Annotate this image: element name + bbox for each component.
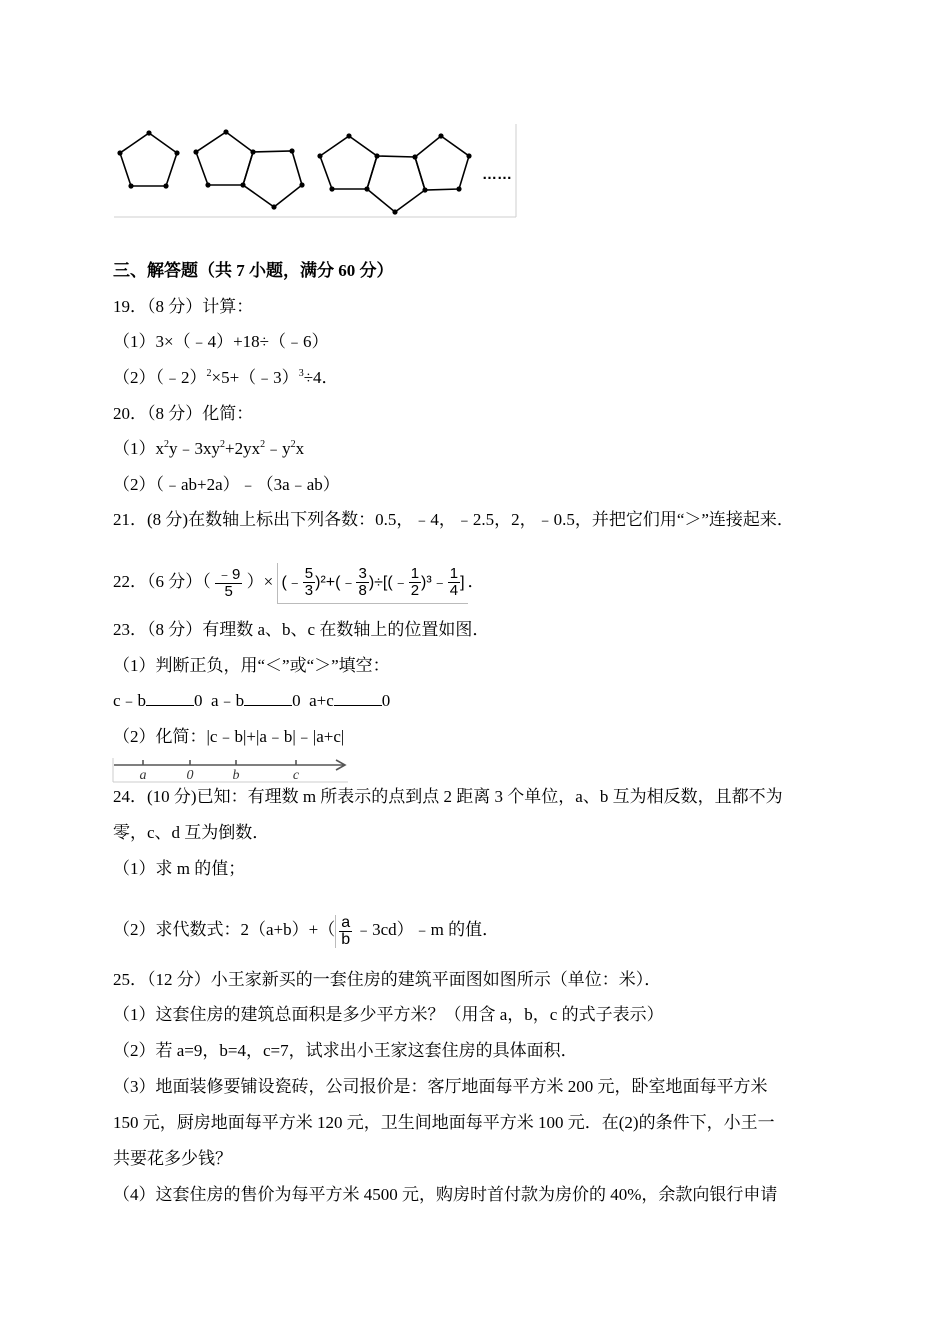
pentagon-ellipsis: …… bbox=[482, 166, 512, 183]
q21-text: 21．(8 分)在数轴上标出下列各数：0.5，﹣4，﹣2.5，2，﹣0.5，并把它们用“＞”连接起来． bbox=[113, 510, 794, 529]
blank-3[interactable] bbox=[334, 691, 382, 706]
q25-part3-line2: 150 元，厨房地面每平方米 120 元，卫生间地面每平方米 100 元．在(2)的条件下，小王一 bbox=[113, 1113, 775, 1132]
section-3-title: 三、解答题（共 7 小题，满分 60 分） bbox=[113, 261, 394, 280]
q23-part1: （1）判断正负，用“＜”或“＞”填空： bbox=[113, 656, 390, 675]
q20-header: 20．（8 分）化简： bbox=[113, 404, 254, 423]
q25-part1: （1）这套住房的建筑总面积是多少平方米？（用含 a，b，c 的式子表示） bbox=[113, 1005, 664, 1024]
q22-math-image: (﹣ $\frac{5}{3}$ )²+(﹣ $\frac{3}{8}$ )÷[(﹣ $\frac{1}{2}$ )³﹣ $\frac{1}{4}$ ] bbox=[277, 563, 467, 604]
pentagon-2a bbox=[196, 132, 253, 185]
q23-number-line bbox=[112, 757, 352, 783]
axis-label-b: b bbox=[232, 768, 240, 783]
axis-label-c: c bbox=[292, 768, 300, 783]
q24-part2: （2）求代数式：2（a+b）+（ $\frac{a}{b}$ ﹣3cd）﹣m 的值． bbox=[113, 913, 500, 948]
q23-header: 23．（8 分）有理数 a、b、c 在数轴上的位置如图． bbox=[113, 620, 490, 639]
q25-part3-line3: 共要花多少钱？ bbox=[113, 1149, 232, 1168]
q24-part1: （1）求 m 的值； bbox=[113, 859, 246, 878]
q23-fill-blanks: c﹣b 0 a﹣b 0 a+c 0 bbox=[113, 691, 391, 710]
q23-part2: （2）化简：|c﹣b|+|a﹣b|﹣|a+c| bbox=[113, 727, 345, 746]
q25-header: 25．（12 分）小王家新买的一套住房的建筑平面图如图所示（单位：米）． bbox=[113, 970, 662, 989]
q19-part1: （1）3×（﹣4）+18÷（﹣6） bbox=[113, 332, 329, 351]
q25-part3-line1: （3）地面装修要铺设瓷砖，公司报价是：客厅地面每平方米 200 元，卧室地面每平方米 bbox=[113, 1077, 768, 1096]
q22-expression: 22．（6 分）（ $\frac{﹣9}{5}$ ）× (﹣ $\frac{5}{3}$ )²+(﹣ $\frac{3}{8}$ )÷[(﹣ $\frac{1}{2}$ )³﹣ $\frac{1}{4}$ ] ． bbox=[113, 562, 485, 604]
fraction-neg-9-5: $\frac{﹣9}{5}$ bbox=[217, 565, 241, 600]
pentagon-3c bbox=[415, 136, 469, 190]
q24-line2: 零，c、d 互为倒数． bbox=[113, 823, 270, 842]
blank-2[interactable] bbox=[244, 691, 292, 706]
q20-part2: （2）（﹣ab+2a）﹣（3a﹣ab） bbox=[113, 475, 340, 494]
q25-part4-line1: （4）这套住房的售价为每平方米 4500 元，购房时首付款为房价的 40%，余款向银行申请 bbox=[113, 1185, 778, 1204]
axis-label-a: a bbox=[139, 768, 147, 783]
blank-1[interactable] bbox=[146, 691, 194, 706]
pentagon-3b bbox=[367, 156, 425, 212]
q25-part2: （2）若 a=9，b=4，c=7，试求出小王家这套住房的具体面积． bbox=[113, 1041, 578, 1060]
pentagon-2b bbox=[243, 151, 302, 207]
q24-line1: 24．(10 分)已知：有理数 m 所表示的点到点 2 距离 3 个单位，a、b 互为相反数，且都不为 bbox=[113, 787, 783, 806]
q20-part1: $(1)x^2y﹣3xy^2+2yx^2﹣y^2x$ bbox=[113, 439, 305, 458]
pentagon-3a bbox=[320, 136, 377, 189]
pentagon-1 bbox=[120, 133, 177, 186]
fraction-a-over-b: $\frac{a}{b}$ bbox=[335, 915, 355, 948]
q19-header: 19．（8 分）计算： bbox=[113, 297, 254, 316]
axis-label-0: 0 bbox=[186, 768, 194, 783]
q19-part2: （2）（﹣2）$^2$×5+（﹣3）$^3$÷4． bbox=[113, 368, 339, 387]
pentagon-pattern-figure bbox=[112, 122, 518, 220]
